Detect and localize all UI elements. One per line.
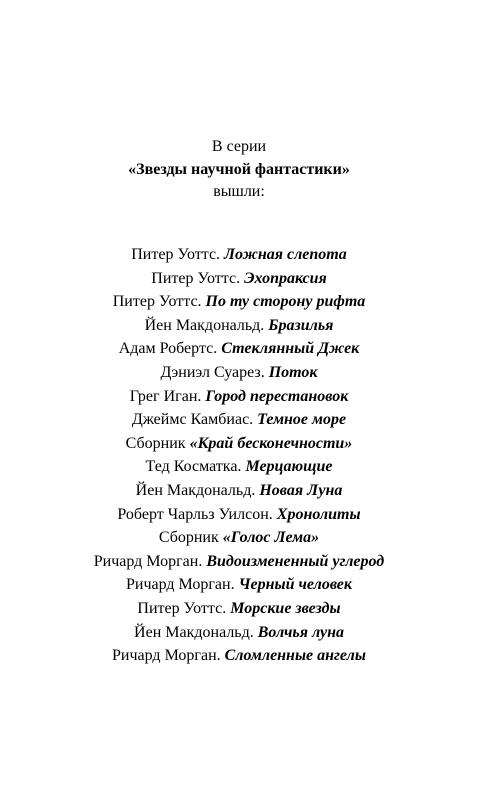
book-title: Темное море: [257, 411, 347, 429]
book-author: Ричард Морган.: [93, 552, 203, 570]
book-author: Сборник: [158, 529, 219, 547]
book-title: Черный человек: [238, 576, 353, 594]
book-entry: [0, 526, 478, 550]
book-title: Хронолиты: [276, 505, 361, 523]
book-author: Питер Уоттс.: [112, 293, 202, 311]
book-entry: [0, 503, 478, 527]
book-title: Волчья луна: [257, 623, 344, 641]
book-author: Йен Макдональд.: [134, 623, 254, 641]
header-published: вышли:: [213, 183, 265, 200]
book-author: Питер Уоттс.: [131, 246, 221, 263]
book-entry: [0, 573, 478, 597]
book-title: Видоизмененный углерод: [206, 552, 385, 570]
book-entry: [0, 432, 478, 456]
header-intro: В серии: [211, 138, 267, 155]
book-author: Сборник: [125, 434, 186, 452]
book-entry: [0, 408, 478, 432]
book-entry: [0, 550, 478, 574]
book-title: Стеклянный Джек: [221, 340, 360, 358]
book-title: «Голос Лема»: [222, 529, 320, 547]
book-author: Йен Макдональд.: [135, 481, 256, 499]
book-entry: [0, 479, 478, 503]
book-author: Дэниэл Суарез.: [160, 363, 265, 381]
book-entry: [0, 337, 478, 361]
book-title: По ту сторону рифта: [205, 293, 366, 311]
book-title: «Край бесконечности»: [189, 434, 353, 452]
book-title: Ложная слепота: [224, 246, 347, 263]
book-author: Адам Робертс.: [118, 340, 218, 358]
book-title: Поток: [268, 363, 318, 381]
book-entry: [0, 621, 478, 645]
series-name: «Звезды научной фантастики»: [128, 160, 350, 178]
book-title: Эхопраксия: [244, 269, 327, 287]
book-title: Новая Луна: [259, 481, 343, 499]
book-entry: [0, 385, 478, 409]
book-author: Питер Уоттс.: [137, 599, 227, 617]
book-author: Джеймс Камбиас.: [131, 411, 254, 429]
book-list: [0, 243, 478, 668]
book-entry: [0, 597, 478, 621]
book-entry: [0, 290, 478, 314]
book-author: Грег Иган.: [129, 387, 202, 405]
book-entry: [0, 361, 478, 385]
book-author: Йен Макдональд.: [144, 316, 265, 334]
book-entry: [0, 455, 478, 479]
book-title: Сломленные ангелы: [224, 647, 366, 665]
book-entry: [0, 267, 478, 291]
book-author: Питер Уоттс.: [151, 269, 241, 287]
book-title: Морские звезды: [230, 599, 341, 617]
book-author: Ричард Морган.: [125, 576, 235, 594]
book-entry: [0, 314, 478, 338]
book-entry: [0, 243, 478, 267]
book-title: Мерцающие: [245, 458, 333, 476]
book-entry: [0, 644, 478, 668]
series-header: [0, 136, 478, 204]
book-author: Роберт Чарльз Уилсон.: [117, 505, 273, 523]
book-title: Бразилья: [268, 316, 334, 334]
book-title: Город перестановок: [205, 387, 349, 405]
book-author: Ричард Морган.: [112, 647, 221, 665]
book-author: Тед Косматка.: [145, 458, 242, 476]
